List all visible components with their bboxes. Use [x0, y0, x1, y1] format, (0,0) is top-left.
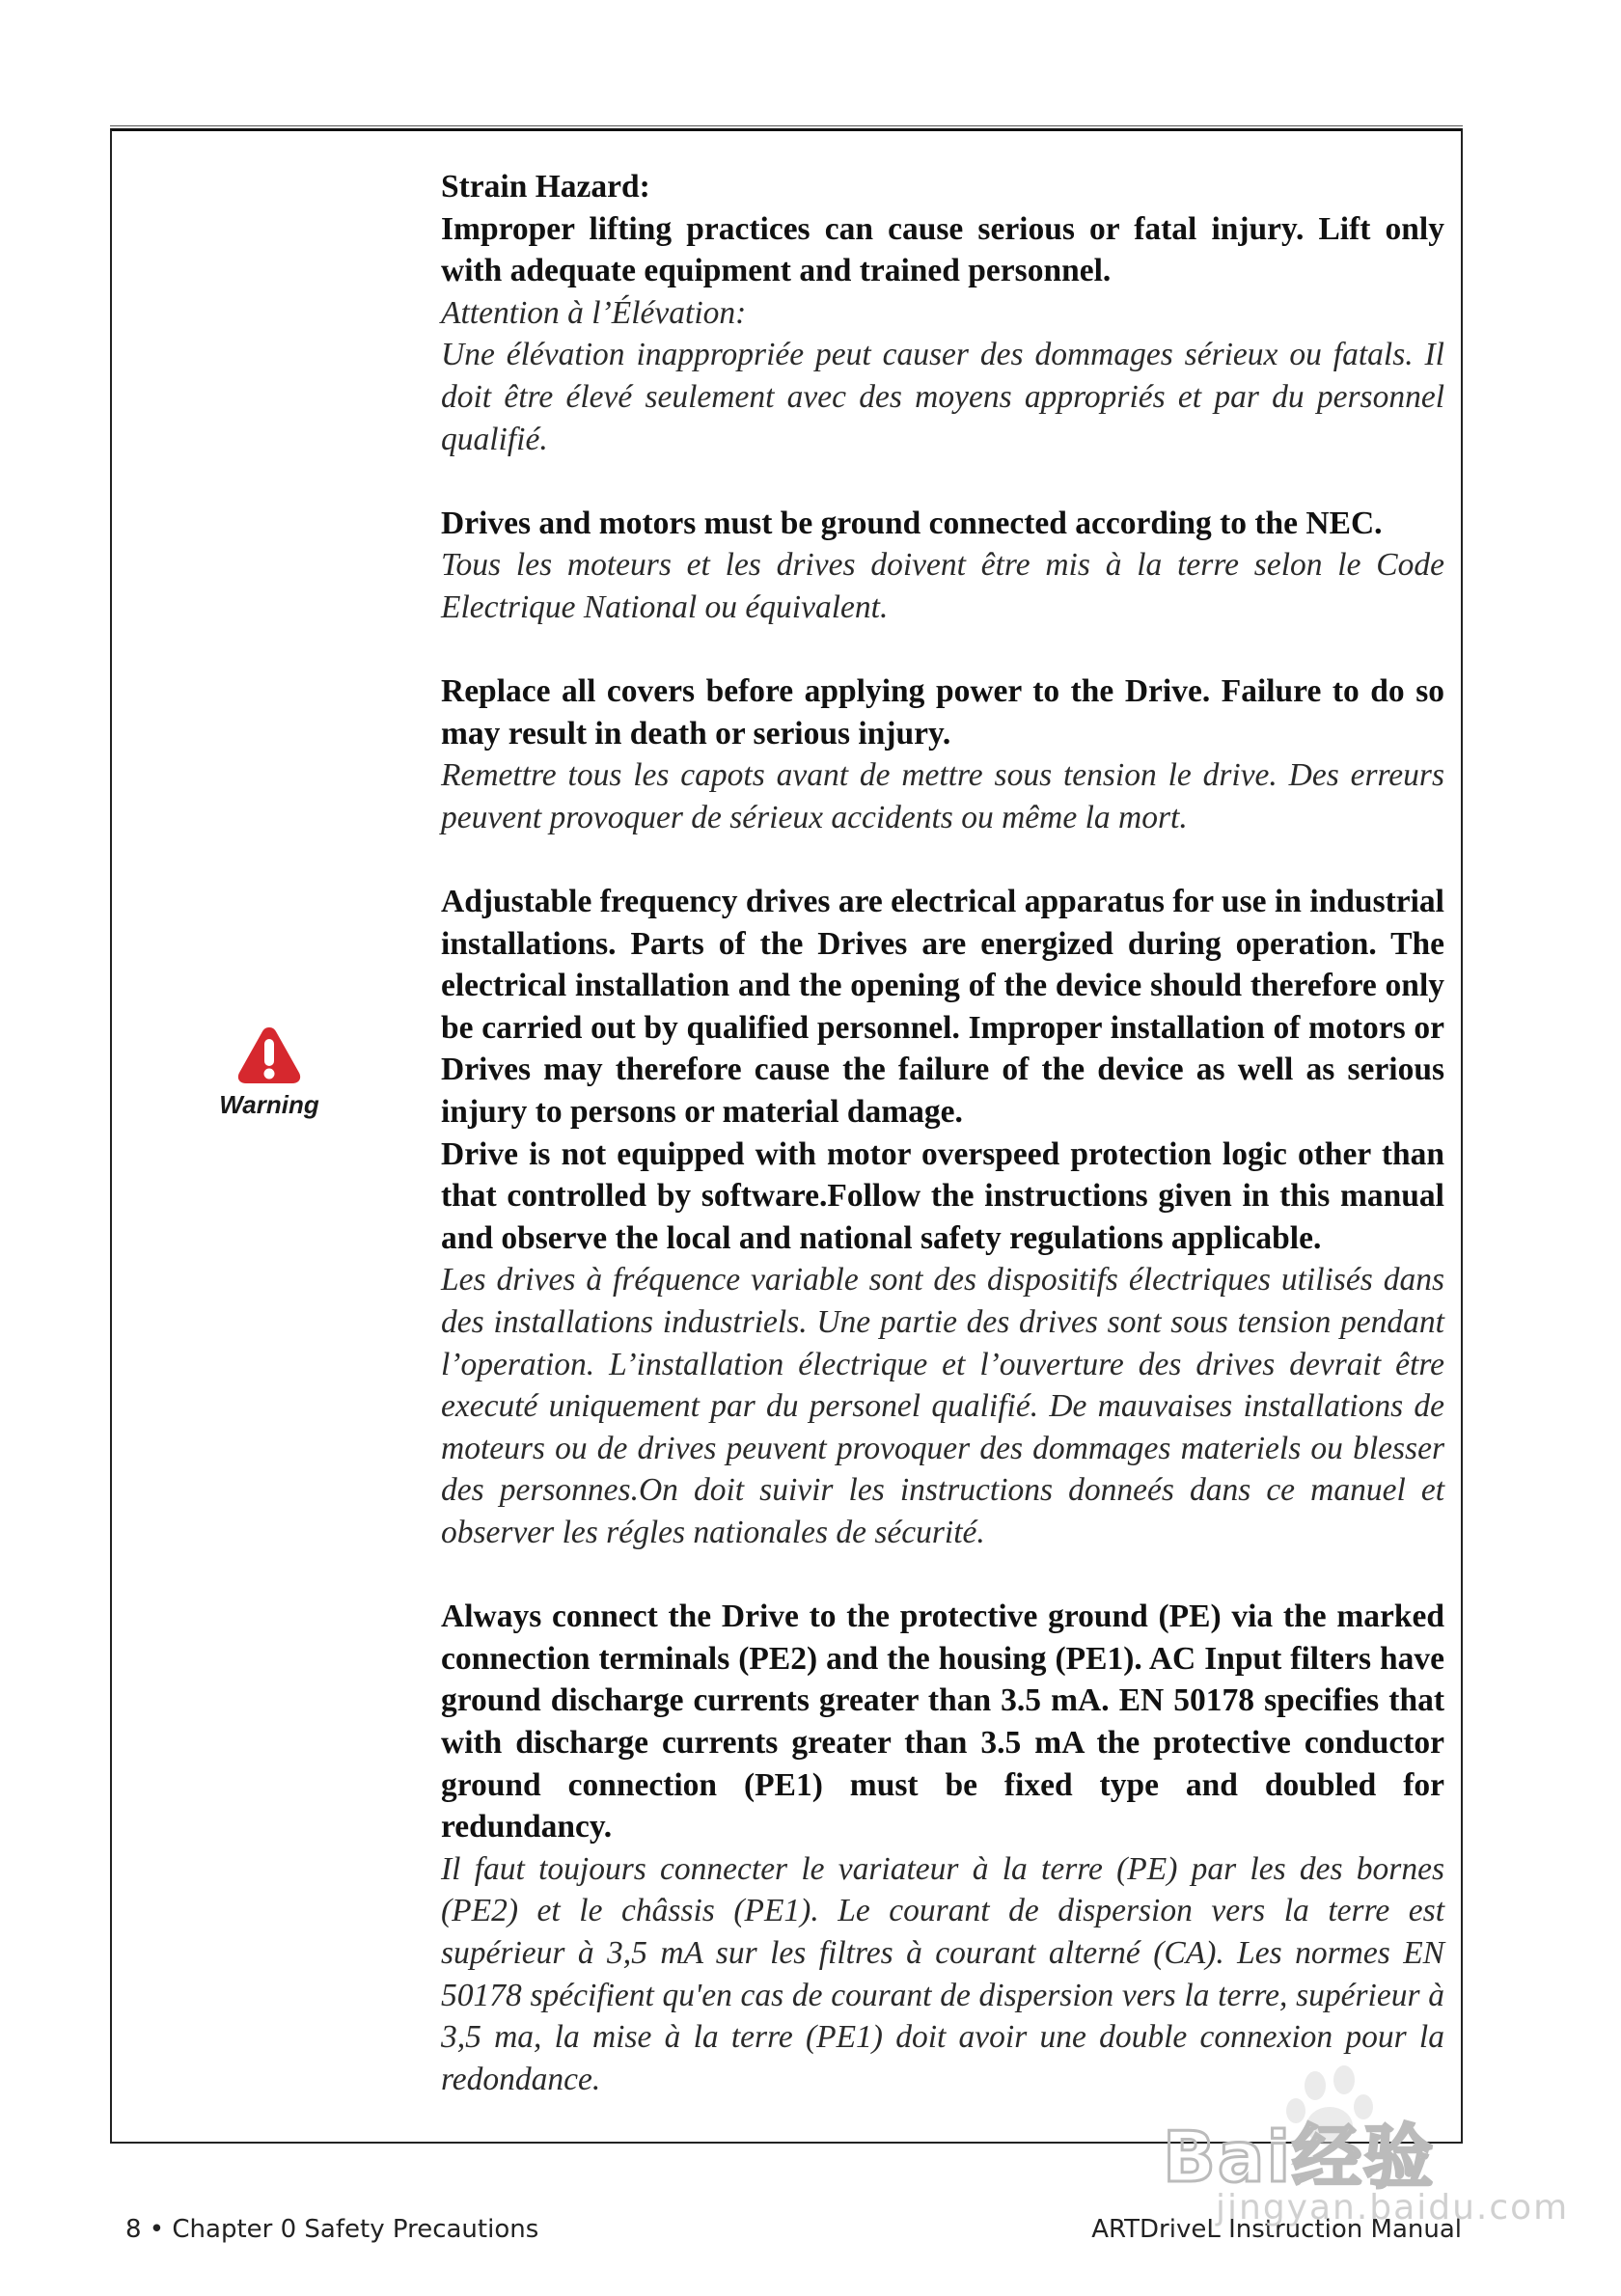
paragraph-gap	[441, 839, 1444, 882]
warning-paragraph-en: Always connect the Drive to the protective ground (PE) via the marked connection terminals (PE2) and the housing (PE1). AC Input filters have ground discharge currents greater than 3.5 mA. EN 50178 specifies that with discharge currents greater than 3.5 mA the protective conductor ground connection (PE1) must be fixed type and doubled for redundancy.	[441, 1599, 1444, 1845]
warning-paragraph-fr: Les drives à fréquence variable sont des dispositifs électriques utilisés dans des installations industriels. Une partie des drives sont sous tension pendant l’operation. L’installation électrique et l’ouverture des drives devrait être executé uniquement par du personel qualifié. De mauvaises installations de moteurs ou de drives peuvent provoquer des dommages materiels ou blesser des personnes.On doit suivir les instructions donneés dans ce manuel et observer les régles nationales de sécurité.	[441, 1262, 1444, 1550]
footer-manual-title: ARTDriveL Instruction Manual	[1091, 2215, 1462, 2244]
warning-paragraph-fr: Remettre tous les capots avant de mettre sous tension le drive. Des erreurs peuvent provoquer de sérieux accidents ou même la mort.	[441, 757, 1444, 835]
warning-block	[208, 1025, 330, 1120]
paragraph-gap	[441, 460, 1444, 503]
frame-top-rule	[110, 125, 1463, 126]
paragraph-gap	[441, 1554, 1444, 1597]
watermark-text: Bai经验	[1163, 2117, 1436, 2198]
warning-paragraph-fr: Il faut toujours connecter le variateur à la terre (PE) par les des bornes (PE2) et le châssis (PE1). Le courant de dispersion vers la terre est supérieur à 3,5 mA sur les filtres à courant alterné (CA). Les normes EN 50178 spécifient qu'en cas de courant de dispersion vers la terre, supérieur à 3,5 ma, la mise à la terre (PE1) doit avoir une double connexion pour la redondance.	[441, 1850, 1444, 2097]
warning-paragraph-fr: Attention à l’Élévation:	[441, 294, 747, 331]
warning-icon	[235, 1025, 303, 1086]
warning-paragraph-en: Replace all covers before applying power to the Drive. Failure to do so may result in death or serious injury.	[441, 673, 1444, 752]
watermark-url: jingyan.baidu.com	[1216, 2188, 1570, 2228]
footer-chapter: 8 • Chapter 0 Safety Precautions	[125, 2215, 539, 2244]
warning-paragraph-en: Drive is not equipped with motor overspeed protection logic other than that controlled by software.Follow the instructions given in this manual and observe the local and national safety regulations applicable.	[441, 1135, 1444, 1256]
warning-paragraph-fr: Une élévation inappropriée peut causer des dommages sérieux ou fatals. Il doit être élevé seulement avec des moyens appropriés et par du personnel qualifié.	[441, 337, 1444, 457]
safety-text	[441, 166, 1444, 2100]
warning-label: Warning	[219, 1090, 319, 1119]
paragraph-gap	[441, 629, 1444, 671]
warning-paragraph-en: Strain Hazard:	[441, 169, 650, 205]
warning-paragraph-en: Adjustable frequency drives are electrical apparatus for use in industrial installations. Parts of the Drives are energized during operation. The electrical installation and the opening of the device should therefore only be carried out by qualified personnel. Improper installation of motors or Drives may therefore cause the failure of the device as well as serious injury to persons or material damage.	[441, 884, 1444, 1131]
warning-paragraph-en: Drives and motors must be ground connected according to the NEC.	[441, 505, 1383, 541]
warning-paragraph-fr: Tous les moteurs et les drives doivent être mis à la terre selon le Code Electrique National ou équivalent.	[441, 547, 1444, 625]
warning-paragraph-en: Improper lifting practices can cause serious or fatal injury. Lift only with adequate equipment and trained personnel.	[441, 210, 1444, 289]
